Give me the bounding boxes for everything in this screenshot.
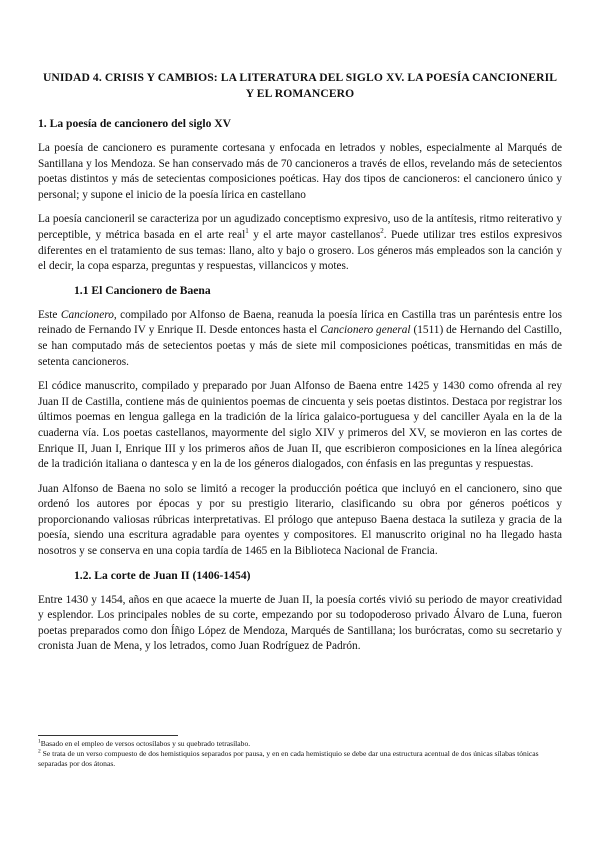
- footnote-2: [38, 749, 562, 769]
- document-body: [38, 70, 562, 655]
- section-heading-1: 1. La poesía de cancionero del siglo XV: [38, 117, 232, 130]
- document-title: UNIDAD 4. CRISIS Y CAMBIOS: LA LITERATURA DEL SIGLO XV. LA POESÍA CANCIONERIL Y EL ROMANCERO: [42, 71, 558, 100]
- text-run: La poesía cancioneril se caracteriza por un agudizado conceptismo expresivo, uso de la antítesis, ritmo reiterativo y perceptible, y métrica basada en el arte real: [38, 213, 562, 241]
- paragraph-baena-editor: Juan Alfonso de Baena no solo se limitó a recoger la producción poética que incluyó en el cancionero, sino que ordenó los autores por épocas y por su prestigio literario, clasificando su obra por géneros poéticos y proporcionando valiosas rúbricas interpretativas. El prólogo que antepuso Baena destaca la sutileza y gracia de la poesía, siendo una escritura agradable para oyentes y compositores. El manuscrito original no ha llegado hasta nosotros y se conserva en una copia tardía de 1465 en la Biblioteca Nacional de Francia.: [38, 482, 562, 558]
- paragraph-juan-ii-court: Entre 1430 y 1454, años en que acaece la muerte de Juan II, la poesía cortés vivió su periodo de mayor creatividad y esplendor. Los principales nobles de su corte, empezando por su todopoderoso privado Álvaro de Luna, fueron poetas preparados como don Íñigo López de Mendoza, Marqués de Santillana; los burócratas, como su secretario y cronista Juan de Mena, y los letrados, como Juan Rodríguez de Padrón.: [38, 593, 562, 653]
- footnotes: [38, 735, 562, 769]
- paragraph-cancioneril-features: [38, 212, 562, 274]
- section-heading-1-1: 1.1 El Cancionero de Baena: [74, 283, 211, 297]
- text-run: , compilado por Alfonso de Baena, reanuda la poesía lírica en Castilla tras un paréntesis entre los reinado de Fernando IV y Enrique II. Desde entonces hasta el: [38, 308, 562, 337]
- footnote-mark-1: 1: [38, 738, 41, 745]
- text-run: (1511) de Hernando del Castillo, se han computado más de setecientos poetas y más de siete mil composiciones poéticas, transmitidas en más de setenta cancioneros.: [38, 324, 562, 368]
- paragraph-cancionero-intro: La poesía de cancionero es puramente cortesana y enfocada en letrados y nobles, especialmente al Marqués de Santillana y los Mendoza. Se han conservado más de 70 cancioneros a través de ellos, revelando más de setecientos poetas distintos y más de setecientas composiciones poéticas. Hay dos tipos de cancioneros: el cancionero único y personal; y supone el inicio de la poesía lírica en castellano: [38, 142, 562, 201]
- footnote-divider: [38, 735, 178, 736]
- footnote-1: [38, 739, 562, 749]
- text-run: . Puede utilizar tres estilos expresivos diferentes en el tratamiento de sus temas: llano, alto y bajo o grosero. Los géneros más empleados son la canción y el decir, la copa esparza, preguntas y respuestas, villancicos y motes.: [38, 228, 562, 273]
- footnote-ref-2[interactable]: 2: [380, 227, 384, 236]
- italic-title-cancionero-general: Cancionero general: [320, 324, 411, 337]
- text-run: Este: [38, 308, 61, 321]
- italic-title-cancionero: Cancionero: [60, 308, 114, 321]
- paragraph-baena-intro: [38, 308, 562, 370]
- footnote-text-2: Se trata de un verso compuesto de dos hemistiquios separados por pausa, y en en cada hemistiquio se debe dar una estructura acentual de dos únicas sílabas tónicas separadas por dos átonas.: [38, 749, 539, 768]
- footnote-text-1: Basado en el empleo de versos octosílabos y su quebrado tetrasílabo.: [40, 739, 251, 748]
- footnote-mark-2: 2: [38, 748, 41, 755]
- paragraph-baena-codex: El códice manuscrito, compilado y preparado por Juan Alfonso de Baena entre 1425 y 1430 como ofrenda al rey Juan II de Castilla, contiene más de quinientos poemas de cincuenta y seis poetas distintos. Destaca por registrar los últimos poemas en lengua gallega en la tradición de la lírica galaico-portuguesa y del canciller Ayala en la de la cuaderna vía. Los poetas castellanos, mayormente del siglo XIV y primeros del XV, se movieron en las cortes de Enrique II, Juan I, Enrique III y los primeros años de Juan II, que escribieron composiciones en la línea alegórica de la tradición italiana o dantesca y en la de los géneros dialogados, con énfasis en las preguntas y respuestas.: [38, 380, 562, 471]
- section-heading-1-2: 1.2. La corte de Juan II (1406-1454): [74, 568, 251, 582]
- footnote-ref-1[interactable]: 1: [245, 227, 249, 236]
- text-run: y el arte mayor castellanos: [248, 228, 381, 241]
